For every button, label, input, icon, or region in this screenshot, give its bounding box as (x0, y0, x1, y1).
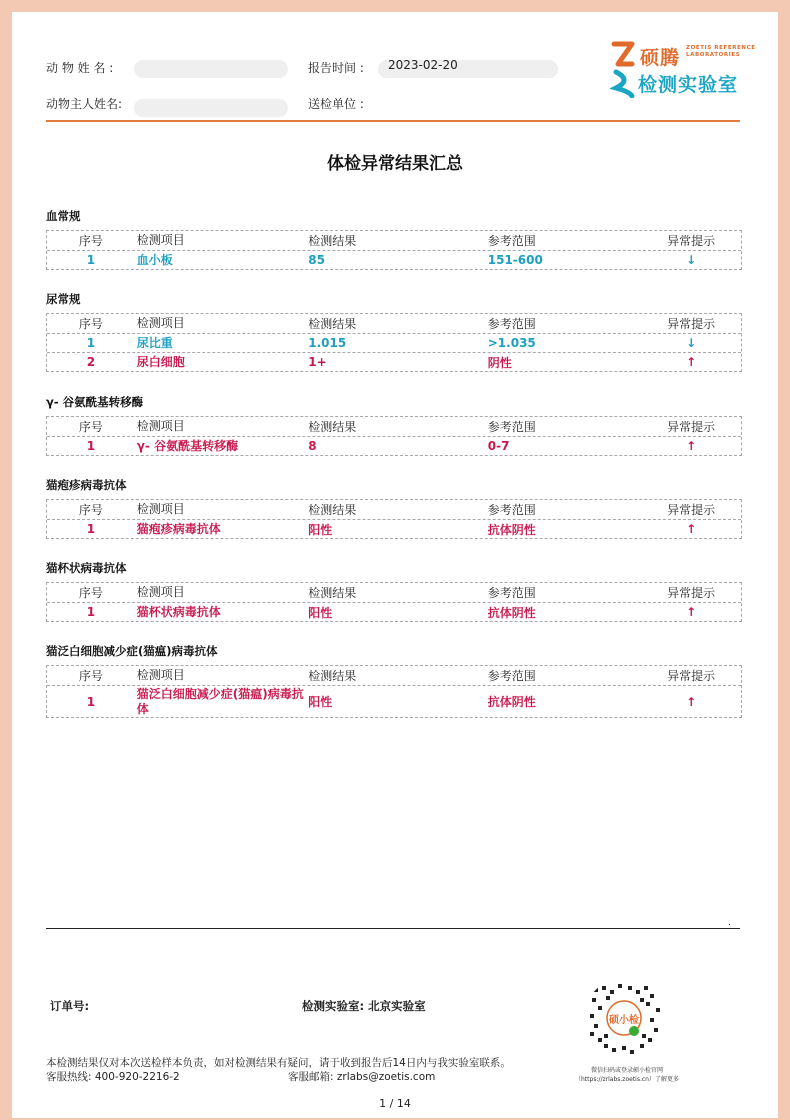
section-title: 猫泛白细胞减少症(猫瘟)病毒抗体 (46, 644, 218, 658)
zoetis-logo (610, 40, 760, 100)
col-result-cell: 阳性 (308, 605, 333, 620)
table-header-row (47, 500, 741, 519)
table-header-row (47, 417, 741, 436)
results-table (46, 499, 742, 539)
col-range-cell: 抗体阴性 (487, 605, 536, 620)
col-flag-header: 异常提示 (667, 317, 716, 331)
table-header-row (47, 314, 741, 333)
col-no-header: 序号 (78, 503, 103, 517)
table-header-row (47, 231, 741, 250)
col-item-cell: 猫杯状病毒抗体 (136, 604, 221, 619)
col-result-cell: 85 (308, 253, 325, 267)
section-title: 猫疱疹病毒抗体 (46, 478, 127, 492)
col-range-header: 参考范围 (487, 317, 536, 331)
col-no-cell: 1 (86, 522, 96, 536)
col-range-cell: >1.035 (487, 336, 536, 350)
section-title: 尿常规 (46, 292, 81, 306)
table-row (47, 250, 741, 269)
col-flag-cell: ↑ (686, 605, 697, 619)
col-flag-cell: ↑ (686, 694, 697, 709)
result-section (46, 560, 742, 622)
col-no-cell: 2 (86, 355, 96, 369)
col-item-cell: 尿白细胞 (136, 354, 185, 369)
col-no-cell: 1 (86, 694, 96, 709)
logo-mark-icon (610, 40, 638, 98)
send-unit-label: 送检单位 : (308, 97, 364, 111)
col-flag-header: 异常提示 (667, 586, 716, 600)
col-flag-cell: ↓ (686, 336, 697, 350)
col-range-cell: 0-7 (487, 439, 510, 453)
col-item-cell: 猫泛白细胞减少症(猫瘟)病毒抗体 (136, 686, 304, 716)
col-item-cell: 猫疱疹病毒抗体 (136, 521, 221, 536)
col-result-header: 检测结果 (308, 420, 357, 434)
col-range-cell: 抗体阴性 (487, 522, 536, 537)
page-title: 体检异常结果汇总 (327, 154, 463, 174)
col-item-header: 检测项目 (136, 419, 185, 433)
col-item-cell: γ- 谷氨酰基转移酶 (136, 438, 239, 453)
table-row (47, 436, 741, 455)
col-item-header: 检测项目 (136, 668, 185, 682)
col-result-header: 检测结果 (308, 586, 357, 600)
qr-caption-2: （https://zrlabs.zoetis.cn）了解更多 (575, 1076, 679, 1083)
col-no-cell: 1 (86, 605, 96, 619)
logo-cn-top: 硕腾 (640, 47, 681, 69)
logo-cn-bottom: 检测实验室 (638, 74, 739, 96)
header-divider (46, 120, 740, 122)
col-range-header: 参考范围 (487, 586, 536, 600)
table-header-row (47, 583, 741, 602)
results-table (46, 665, 742, 718)
page-number: 1 / 14 (379, 1097, 411, 1110)
logo-en: ZOETIS REFERENCE LABORATORIES (686, 45, 756, 58)
col-flag-cell: ↓ (686, 253, 697, 267)
report-time-value: 2023-02-20 (388, 58, 458, 72)
col-range-header: 参考范围 (487, 234, 536, 248)
col-result-cell: 1.015 (308, 336, 347, 350)
lab-name: 检测实验室: 北京实验室 (302, 999, 426, 1013)
col-item-cell: 血小板 (136, 252, 173, 267)
table-header-row (47, 666, 741, 685)
service-email: 客服邮箱: zrlabs@zoetis.com (288, 1071, 436, 1083)
col-range-header: 参考范围 (487, 503, 536, 517)
section-title: γ- 谷氨酰基转移酶 (46, 395, 144, 409)
col-result-header: 检测结果 (308, 669, 357, 683)
report-page (12, 12, 778, 1118)
col-no-header: 序号 (78, 317, 103, 331)
service-hotline: 客服热线: 400-920-2216-2 (46, 1071, 180, 1083)
result-section (46, 643, 742, 718)
col-item-header: 检测项目 (136, 502, 185, 516)
footer-dot: . (728, 918, 731, 928)
col-flag-cell: ↑ (686, 355, 697, 369)
table-row (47, 333, 741, 352)
col-flag-cell: ↑ (686, 522, 697, 536)
qr-code[interactable] (584, 978, 664, 1058)
col-range-cell: 抗体阴性 (487, 695, 536, 709)
col-range-header: 参考范围 (487, 420, 536, 434)
col-flag-header: 异常提示 (667, 420, 716, 434)
col-flag-cell: ↑ (686, 439, 697, 453)
col-flag-header: 异常提示 (667, 669, 716, 683)
results-table (46, 313, 742, 372)
disclaimer: 本检测结果仅对本次送检样本负责，如对检测结果有疑问，请于收到报告后14日内与我实验室联系。 (46, 1057, 511, 1069)
section-title: 血常规 (46, 209, 81, 223)
footer-divider (46, 928, 740, 929)
col-result-header: 检测结果 (308, 234, 357, 248)
section-title: 猫杯状病毒抗体 (46, 561, 127, 575)
report-time-label: 报告时间 : (308, 61, 364, 75)
result-section (46, 394, 742, 456)
col-item-cell: 尿比重 (136, 335, 173, 350)
col-no-header: 序号 (78, 669, 103, 683)
owner-name-label: 动物主人姓名: (46, 97, 123, 111)
animal-name-value (134, 60, 288, 78)
table-row (47, 602, 741, 621)
qr-label: 硕小检 (609, 1015, 639, 1026)
result-section (46, 291, 742, 372)
col-flag-header: 异常提示 (667, 234, 716, 248)
results-table (46, 582, 742, 622)
result-section (46, 477, 742, 539)
col-result-cell: 1+ (308, 355, 327, 369)
table-row (47, 685, 741, 717)
col-item-header: 检测项目 (136, 233, 185, 247)
col-no-cell: 1 (86, 439, 96, 453)
col-item-header: 检测项目 (136, 585, 185, 599)
col-flag-header: 异常提示 (667, 503, 716, 517)
col-item-header: 检测项目 (136, 316, 185, 330)
col-range-cell: 阴性 (487, 355, 512, 370)
qr-caption-1: 微信扫码或登录硕小检官网 (590, 1067, 663, 1074)
col-no-header: 序号 (78, 586, 103, 600)
col-no-header: 序号 (78, 234, 103, 248)
results-table (46, 416, 742, 456)
order-number-label: 订单号: (50, 999, 90, 1013)
owner-name-value (134, 99, 288, 117)
col-result-cell: 阳性 (308, 522, 333, 537)
col-result-header: 检测结果 (308, 317, 357, 331)
results-table (46, 230, 742, 270)
col-no-cell: 1 (86, 253, 96, 267)
col-range-header: 参考范围 (487, 669, 536, 683)
result-section (46, 208, 742, 270)
col-result-cell: 阳性 (308, 695, 333, 709)
col-result-cell: 8 (308, 439, 317, 453)
col-no-cell: 1 (86, 336, 96, 350)
col-result-header: 检测结果 (308, 503, 357, 517)
animal-name-label: 动 物 姓 名 : (46, 61, 114, 75)
table-row (47, 519, 741, 538)
col-no-header: 序号 (78, 420, 103, 434)
table-row (47, 352, 741, 371)
col-range-cell: 151-600 (487, 253, 543, 267)
